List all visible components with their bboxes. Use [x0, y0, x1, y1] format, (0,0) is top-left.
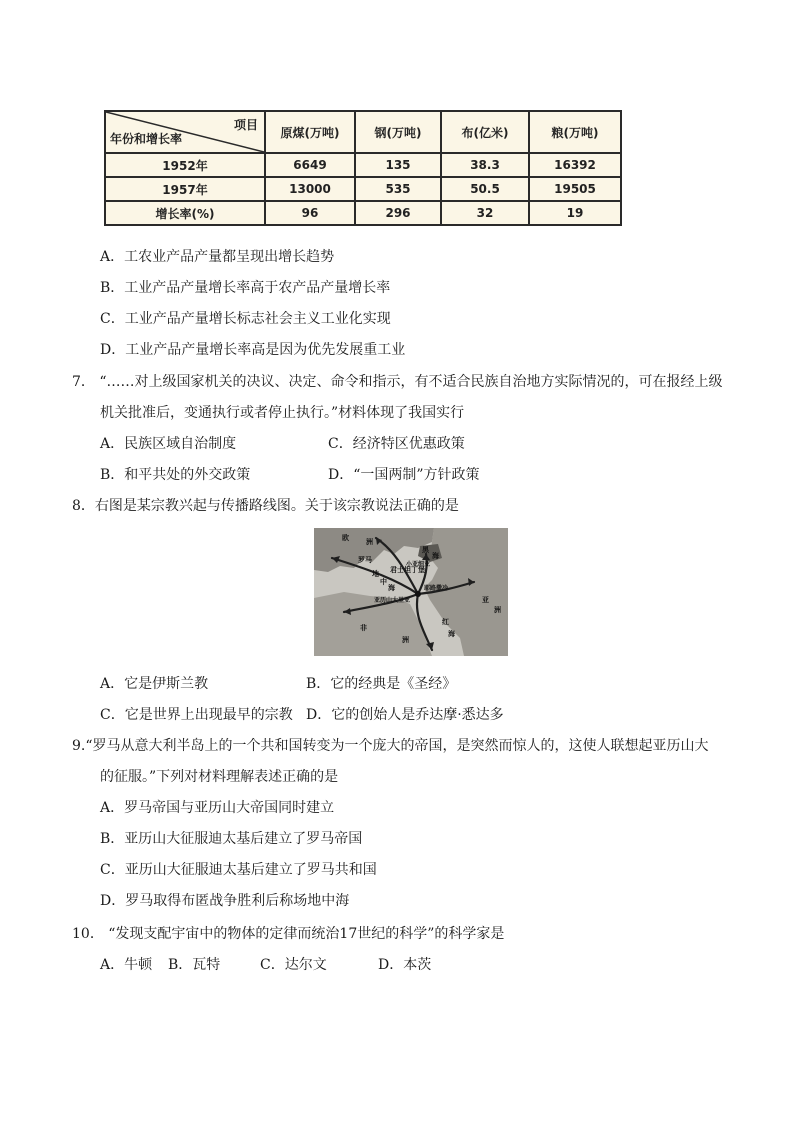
map-label-med-2: 中: [380, 578, 387, 586]
map-label-alexandria: 亚历山大里亚: [374, 597, 411, 604]
table-row: [105, 153, 621, 177]
q10-option-b: B．瓦特: [168, 957, 221, 973]
map-label-africa-2: 洲: [402, 636, 409, 644]
q7-option-b: B．和平共处的外交政策: [100, 467, 251, 483]
q7-option-d: D．“一国两制”方针政策: [328, 467, 480, 483]
map-label-africa-1: 非: [360, 624, 367, 632]
map-label-rome: 罗马: [358, 556, 372, 564]
map-label-asia-1: 亚: [482, 596, 489, 604]
q7-stem-line2: 机关批准后，变通执行或者停止执行。”材料体现了我国实行: [100, 405, 465, 421]
row-label: 1957年: [105, 177, 265, 201]
q9-option-d: D．罗马取得布匿战争胜利后称场地中海: [100, 893, 350, 909]
table-cell: 38.3: [441, 153, 529, 177]
map-label-sea: 海: [432, 552, 439, 560]
row-label: 1952年: [105, 153, 265, 177]
q7-stem-line1: 7． “……对上级国家机关的决议、决定、命令和指示，有不适合民族自治地方实际情况的，可在报经上级: [72, 374, 723, 390]
map-label-med-3: 海: [388, 584, 395, 592]
q6-option-a: A．工农业产品产量都呈现出增长趋势: [100, 249, 335, 265]
q6-option-b: B．工业产品产量增长率高于农产品产量增长率: [100, 280, 391, 296]
corner-bottom-label: 年份和增长率: [110, 132, 183, 146]
map-label-jerusalem: 耶路撒冷: [424, 585, 449, 592]
production-table: [104, 110, 620, 224]
table-row: [105, 177, 621, 201]
map-label-europe-2: 洲: [366, 538, 373, 546]
q7-option-a: A．民族区域自治制度: [100, 436, 237, 452]
table-corner-cell: [105, 111, 265, 153]
q8-option-b: B．它的经典是《圣经》: [306, 676, 457, 692]
q6-option-d: D．工业产品产量增长率高是因为优先发展重工业: [100, 342, 406, 358]
map-label-asia-2: 洲: [494, 606, 501, 614]
column-header: 钢(万吨): [355, 111, 441, 153]
table-row: [105, 201, 621, 225]
map-label-constantinople: 君士坦丁堡: [390, 566, 425, 574]
production-data-table: [104, 110, 622, 226]
table-cell: 19505: [529, 177, 621, 201]
map-label-black: 黑: [422, 546, 429, 554]
q9-stem-line2: 的征服。”下列对材料理解表述正确的是: [100, 769, 339, 785]
table-cell: 16392: [529, 153, 621, 177]
q9-option-b: B．亚历山大征服迪太基后建立了罗马帝国: [100, 831, 363, 847]
q7-option-c: C．经济特区优惠政策: [328, 436, 465, 452]
column-header: 原煤(万吨): [265, 111, 355, 153]
map-label-europe-1: 欧: [342, 534, 349, 542]
q10-option-c: C．达尔文: [260, 957, 327, 973]
table-cell: 32: [441, 201, 529, 225]
table-cell: 19: [529, 201, 621, 225]
q8-option-d: D．它的创始人是乔达摩·悉达多: [306, 707, 504, 723]
q8-option-a: A．它是伊斯兰教: [100, 676, 209, 692]
corner-top-label: 项目: [233, 118, 258, 132]
row-label: 增长率(%): [105, 201, 265, 225]
origin-jerusalem-marker: [415, 591, 421, 597]
q10-option-d: D．本茨: [378, 957, 432, 973]
q8-option-c: C．它是世界上出现最早的宗教: [100, 707, 293, 723]
map-label-med-1: 地: [372, 570, 379, 578]
table-cell: 13000: [265, 177, 355, 201]
q10-stem: 10． “发现支配宇宙中的物体的定律而统治17世纪的科学”的科学家是: [72, 926, 505, 942]
column-header: 粮(万吨): [529, 111, 621, 153]
table-cell: 535: [355, 177, 441, 201]
q6-option-c: C．工业产品产量增长标志社会主义工业化实现: [100, 311, 391, 327]
table-cell: 135: [355, 153, 441, 177]
q8-stem: 8．右图是某宗教兴起与传播路线图。关于该宗教说法正确的是: [72, 498, 459, 514]
table-cell: 6649: [265, 153, 355, 177]
table-cell: 296: [355, 201, 441, 225]
map-label-asia-minor: 小亚细亚: [406, 561, 431, 568]
religion-spread-map: [314, 528, 508, 656]
q9-stem-line1: 9.“罗马从意大利半岛上的一个共和国转变为一个庞大的帝国，是突然而惊人的，这使人联想起亚历山大: [72, 738, 709, 754]
table-cell: 96: [265, 201, 355, 225]
map-label-red-sea: 海: [448, 630, 455, 638]
table-cell: 50.5: [441, 177, 529, 201]
column-header: 布(亿米): [441, 111, 529, 153]
q10-option-a: A．牛顿: [100, 957, 153, 973]
q9-option-c: C．亚历山大征服迪太基后建立了罗马共和国: [100, 862, 377, 878]
q9-option-a: A．罗马帝国与亚历山大帝国同时建立: [100, 800, 335, 816]
map-label-red: 红: [442, 618, 449, 626]
